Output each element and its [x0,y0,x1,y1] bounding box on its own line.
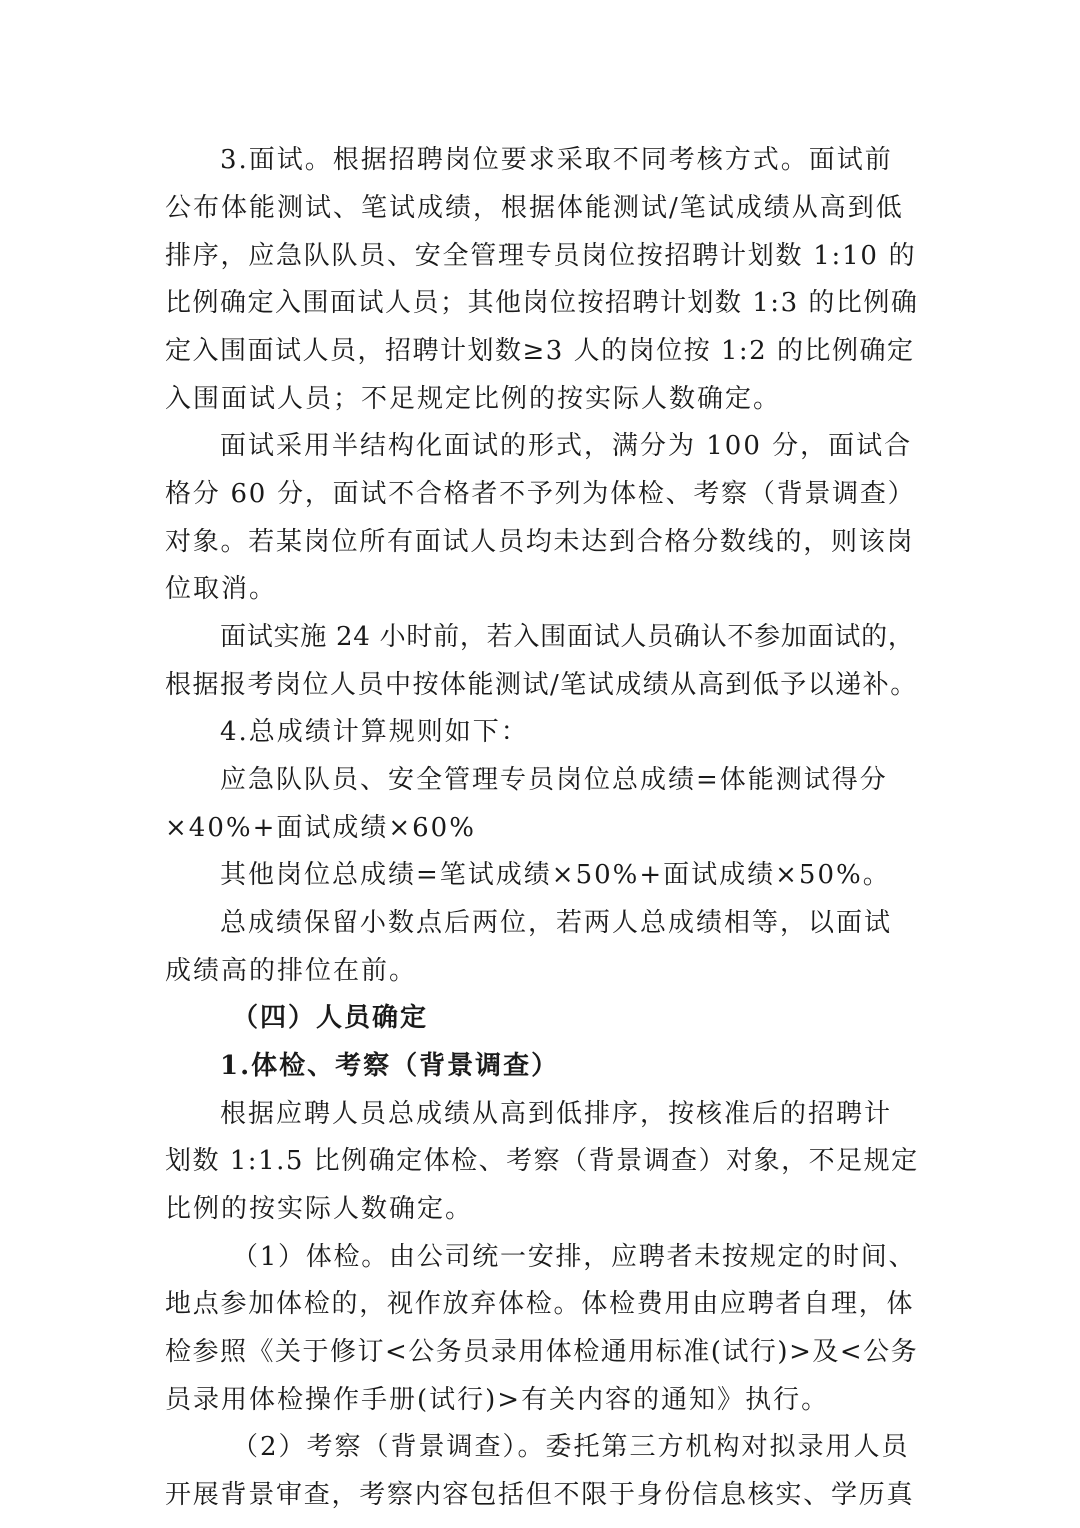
text-line: 位取消。 [165,574,278,604]
text-line: 格分 60 分，面试不合格者不予列为体检、考察（背景调查） [165,479,916,509]
text-line: 地点参加体检的，视作放弃体检。体检费用由应聘者自理，体 [165,1289,915,1319]
text-line: 员录用体检操作手册(试行)>有关内容的通知》执行。 [165,1385,830,1415]
text-line: 比例确定入围面试人员；其他岗位按招聘计划数 1:3 的比例确 [165,288,919,318]
text-line: 对象。若某岗位所有面试人员均未达到合格分数线的，则该岗 [165,527,915,557]
text-line: 成绩高的排位在前。 [165,956,418,986]
text-line: 划数 1:1.5 比例确定体检、考察（背景调查）对象，不足规定 [165,1146,919,1176]
text-line: （2）考察（背景调查）。委托第三方机构对拟录用人员 [232,1432,910,1462]
text-line: 检参照《关于修订<公务员录用体检通用标准(试行)>及<公务 [165,1337,919,1367]
text-line: 总成绩保留小数点后两位，若两人总成绩相等，以面试 [220,908,893,938]
section-heading: （四）人员确定 [232,1003,429,1033]
text-line: 面试实施 24 小时前，若入围面试人员确认不参加面试的， [220,622,915,652]
subsection-heading: 1.体检、考察（背景调查） [220,1051,560,1081]
text-line: 开展背景审查，考察内容包括但不限于身份信息核实、学历真 [165,1480,915,1510]
text-line: 比例的按实际人数确定。 [165,1194,474,1224]
text-line: （1）体检。由公司统一安排，应聘者未按规定的时间、 [232,1242,917,1272]
text-line: 3.面试。根据招聘岗位要求采取不同考核方式。面试前 [220,145,893,175]
text-line: 入围面试人员；不足规定比例的按实际人数确定。 [165,384,782,414]
text-line: 其他岗位总成绩=笔试成绩×50%+面试成绩×50%。 [220,860,891,890]
text-line: 面试采用半结构化面试的形式，满分为 100 分，面试合 [220,431,913,461]
text-line: 定入围面试人员，招聘计划数≥3 人的岗位按 1:2 的比例确定 [165,336,915,366]
text-line: 根据应聘人员总成绩从高到低排序，按核准后的招聘计 [220,1099,893,1129]
text-line: 公布体能测试、笔试成绩，根据体能测试/笔试成绩从高到低 [165,193,904,223]
text-line: ×40%+面试成绩×60% [165,813,476,843]
text-line: 应急队队员、安全管理专员岗位总成绩=体能测试得分 [220,765,888,795]
text-line: 根据报考岗位人员中按体能测试/笔试成绩从高到低予以递补。 [165,670,918,700]
text-line: 排序，应急队队员、安全管理专员岗位按招聘计划数 1:10 的 [165,241,917,271]
text-line: 4.总成绩计算规则如下： [220,717,529,747]
